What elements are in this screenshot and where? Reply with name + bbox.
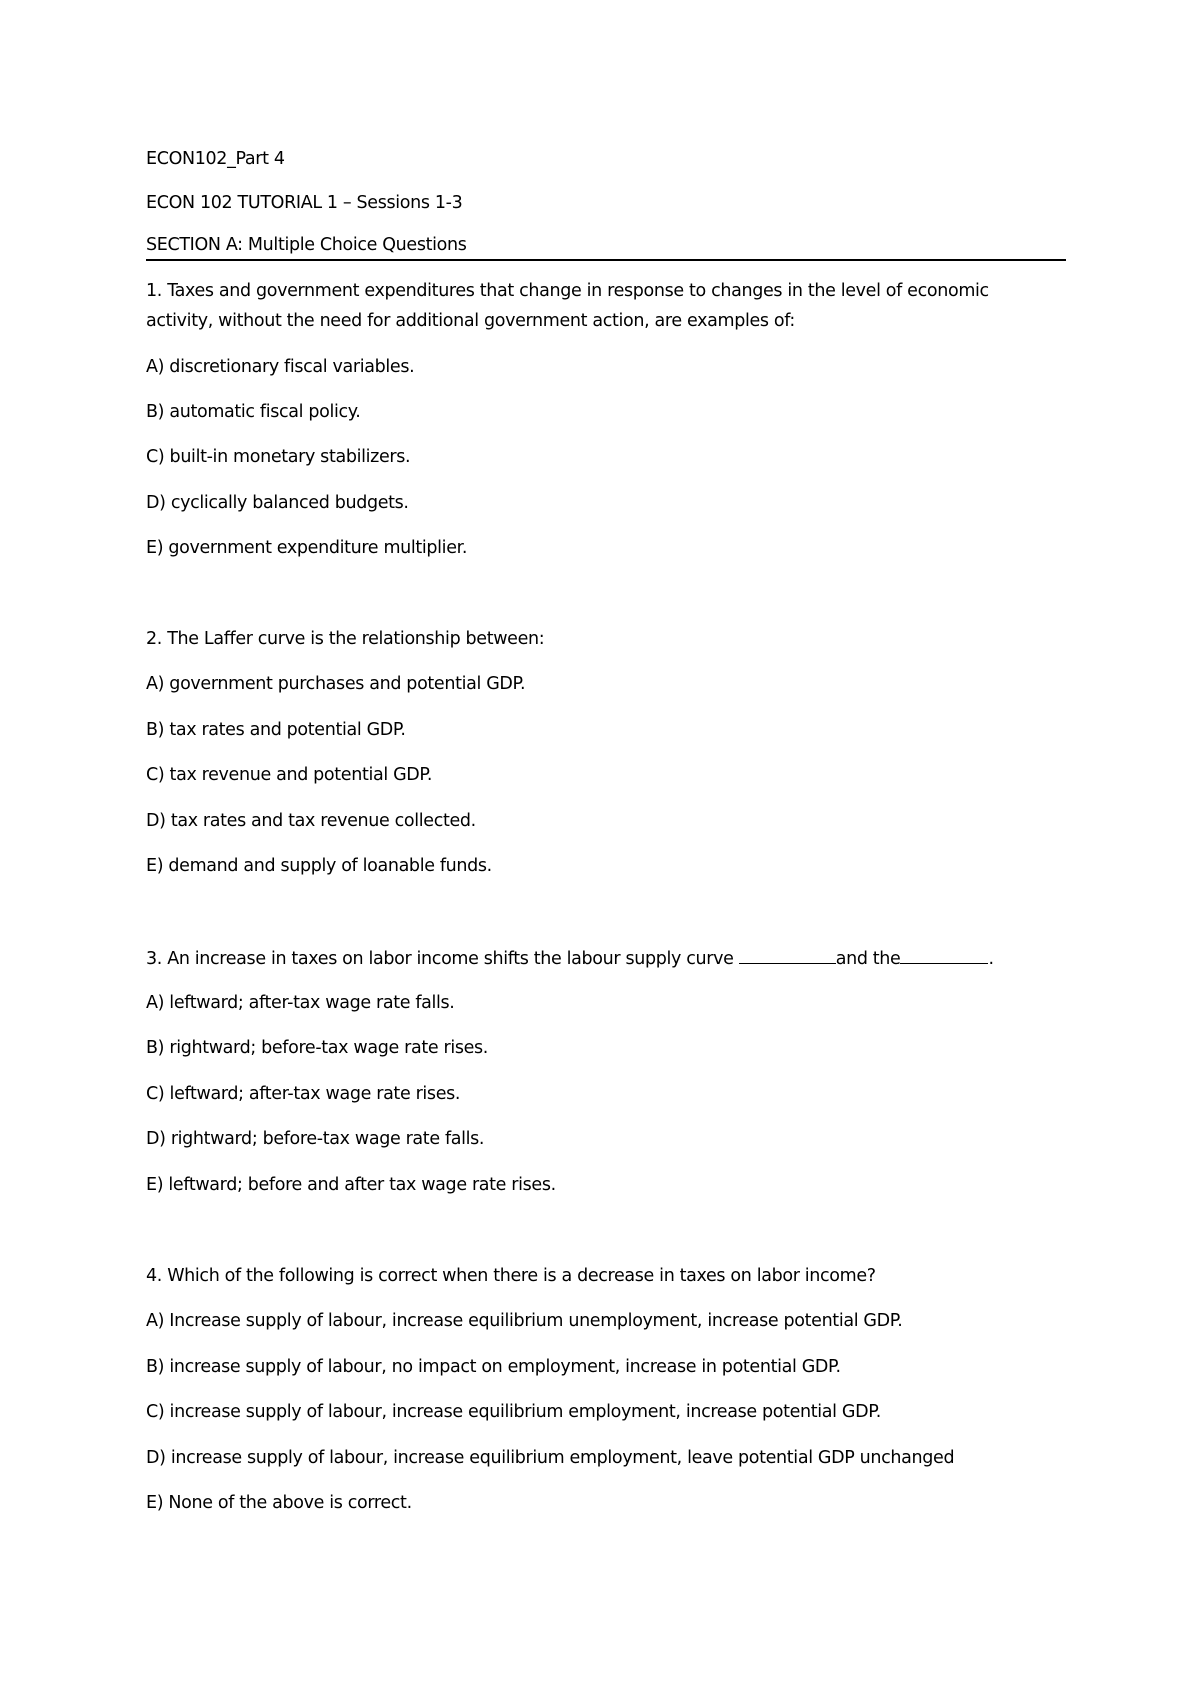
- answer-option: D) rightward; before-tax wage rate falls.: [146, 1129, 485, 1149]
- tutorial-title: ECON 102 TUTORIAL 1 – Sessions 1-3: [146, 193, 463, 213]
- question-stem: 4. Which of the following is correct when there is a decrease in taxes on labor income?: [146, 1266, 876, 1286]
- question-stem-part: 3. An increase in taxes on labor income shifts the labour supply curve: [146, 949, 739, 969]
- answer-option: A) leftward; after-tax wage rate falls.: [146, 993, 455, 1013]
- answer-option: B) automatic fiscal policy.: [146, 402, 361, 422]
- answer-option: C) leftward; after-tax wage rate rises.: [146, 1084, 461, 1104]
- question-stem-continued: activity, without the need for additional government action, are examples of:: [146, 311, 795, 331]
- answer-option: E) government expenditure multiplier.: [146, 538, 468, 558]
- question-stem: 1. Taxes and government expenditures that change in response to changes in the level of economic: [146, 281, 989, 301]
- document-code: ECON102_Part 4: [146, 149, 285, 169]
- question-stem: 2. The Laffer curve is the relationship between:: [146, 629, 545, 649]
- answer-option: B) tax rates and potential GDP.: [146, 720, 406, 740]
- answer-option: D) cyclically balanced budgets.: [146, 493, 409, 513]
- answer-option: A) discretionary fiscal variables.: [146, 357, 415, 377]
- answer-option: E) None of the above is correct.: [146, 1493, 412, 1513]
- answer-option: E) leftward; before and after tax wage rate rises.: [146, 1175, 556, 1195]
- fill-in-blank: [739, 947, 836, 964]
- answer-option: C) tax revenue and potential GDP.: [146, 765, 433, 785]
- answer-option: C) increase supply of labour, increase equilibrium employment, increase potential GDP.: [146, 1402, 881, 1422]
- answer-option: D) tax rates and tax revenue collected.: [146, 811, 476, 831]
- answer-option: B) rightward; before-tax wage rate rises.: [146, 1038, 488, 1058]
- answer-option: B) increase supply of labour, no impact on employment, increase in potential GDP.: [146, 1357, 841, 1377]
- question-stem-part: and the: [835, 949, 901, 969]
- section-divider: [146, 259, 1066, 261]
- section-heading: SECTION A: Multiple Choice Questions: [146, 235, 467, 255]
- fill-in-blank: [900, 947, 988, 964]
- answer-option: D) increase supply of labour, increase equilibrium employment, leave potential GDP unchanged: [146, 1448, 955, 1468]
- question-stem: [146, 947, 994, 970]
- answer-option: A) Increase supply of labour, increase equilibrium unemployment, increase potential GDP.: [146, 1311, 903, 1331]
- question-stem-part: .: [988, 949, 994, 969]
- answer-option: E) demand and supply of loanable funds.: [146, 856, 492, 876]
- answer-option: A) government purchases and potential GDP.: [146, 674, 526, 694]
- answer-option: C) built-in monetary stabilizers.: [146, 447, 411, 467]
